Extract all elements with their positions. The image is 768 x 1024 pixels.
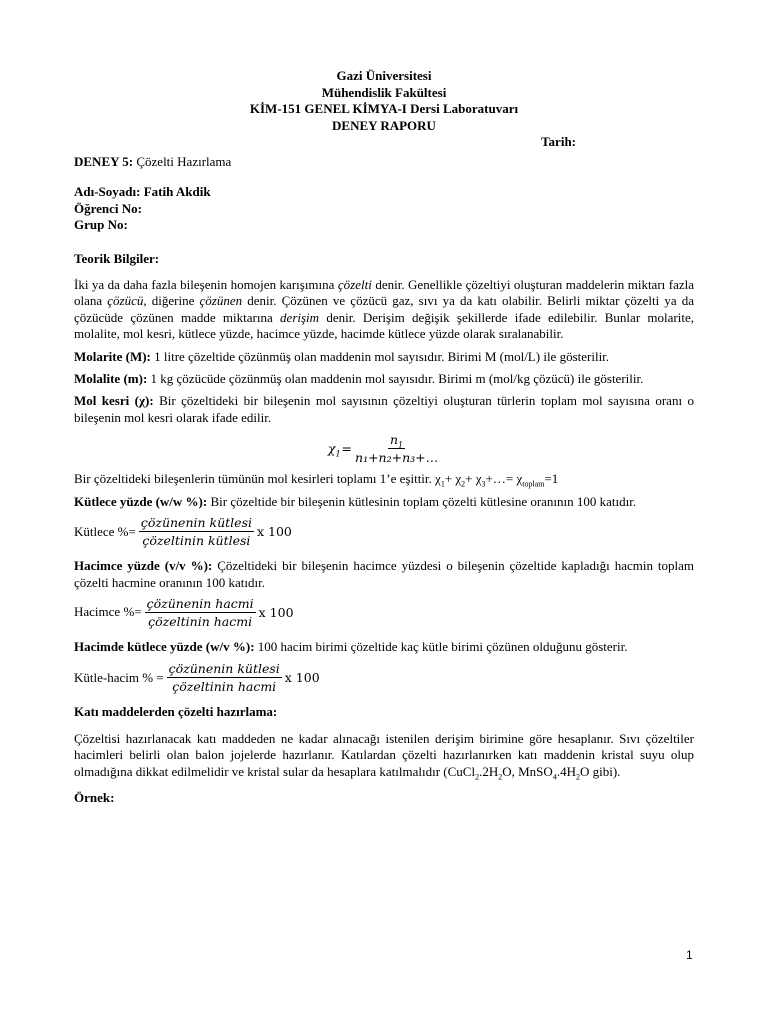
mole-fraction-sum — [74, 471, 694, 487]
page-number: 1 — [686, 948, 693, 962]
chi-symbol: χ — [327, 441, 336, 457]
text-span: denir. Çözünen ve çözücü gaz, sıvı ya da katı olabilir. Belirli miktar çözelti ya da çözücüde çözünen madde miktarına — [74, 293, 695, 325]
formula-lhs — [327, 441, 341, 459]
molarity-paragraph — [74, 349, 694, 365]
solid-paragraph — [74, 731, 694, 780]
fraction-numerator: çözünenin hacmi — [146, 595, 254, 611]
theory-paragraph — [74, 277, 694, 343]
fraction-denominator: çözeltinin hacmi — [148, 613, 253, 629]
text-span: denir. Genellikle çözeltiyi oluşturan maddelerin miktarı fazla olana — [74, 277, 694, 309]
formula-multiplier: x 100 — [284, 670, 320, 686]
text-span: Bir çözeltideki bileşenlerin tümünün mol kesirleri toplamı 1’e eşittir. χ — [74, 471, 441, 487]
text-span: + χ — [465, 471, 482, 487]
subscript: 1 — [440, 479, 445, 489]
subscript: 2 — [498, 772, 503, 782]
term-cozelti: çözelti — [337, 277, 372, 293]
student-number-label: Öğrenci No: — [74, 200, 142, 216]
text-span: Çözeltisi hazırlanacak katı maddeden ne kadar alınacağı istenilen derişim birimine göre hesaplanır. Sıvı çözeltiler hacimleri belirli olan balon jojelerde hazırlanır. Katılardan çözelti hazırlanırken katı maddenin kristal suyu olup olmadığına dikkat edilmelidir ve kristal sular da hesaplara katılmalıdır (CuCl — [74, 730, 694, 779]
text-span: + χ — [444, 471, 462, 487]
term-derisim: derişim — [280, 309, 320, 325]
volume-percent-paragraph — [74, 558, 694, 591]
molarity-label: Molarite (M): — [74, 348, 151, 364]
text-span: .2H — [479, 763, 499, 779]
fraction-numerator: çözünenin kütlesi — [168, 661, 280, 677]
university-name: Gazi Üniversitesi — [336, 68, 432, 83]
numerator-subscript: 1 — [398, 440, 404, 450]
molarity-text: 1 litre çözeltide çözünmüş olan maddenin mol sayısıdır. Birimi M (mol/L) ile gösterilir. — [150, 348, 610, 364]
formula-fraction — [139, 515, 254, 548]
numerator-symbol: n — [389, 432, 399, 448]
student-name: Adı-Soyadı: Fatih Akdik — [74, 184, 211, 200]
mass-volume-percent-paragraph — [74, 639, 694, 655]
mass-percent-paragraph — [74, 494, 694, 510]
molality-text: 1 kg çözücüde çözünmüş olan maddenin mol sayısıdır. Birimi m (mol/kg çözücü) ile gösterilir. — [147, 371, 644, 387]
experiment-title: Çözelti Hazırlama — [133, 154, 232, 169]
molality-paragraph — [74, 371, 694, 387]
formula-label: Hacimce %= — [74, 604, 142, 620]
mass-volume-percent-label: Hacimde kütlece yüzde (w/v %): — [74, 638, 255, 654]
text-span: .4H — [556, 763, 576, 779]
text-span: O gibi). — [579, 763, 621, 779]
subscript: toplam — [522, 479, 545, 489]
report-title: DENEY RAPORU — [332, 117, 436, 133]
formula-fraction — [167, 661, 282, 694]
chi-subscript: 1 — [335, 449, 341, 459]
volume-percent-label: Hacimce yüzde (v/v %): — [74, 558, 213, 574]
fraction-denominator: çözeltinin kütlesi — [142, 533, 251, 549]
subscript: 2 — [475, 772, 480, 782]
formula-label: Kütlece %= — [74, 523, 136, 539]
mass-volume-percent-formula — [74, 661, 694, 694]
mass-percent-text: Bir çözeltide bir bileşenin kütlesinin toplam çözelti kütlesine oranının 100 katıdır. — [207, 493, 637, 509]
subscript: 2 — [575, 772, 580, 782]
formula-fraction — [145, 596, 256, 629]
mass-percent-label: Kütlece yüzde (w/w %): — [74, 493, 208, 509]
formula-multiplier: x 100 — [258, 604, 294, 620]
course-title: KİM-151 GENEL KİMYA-I Dersi Laboratuvarı — [249, 101, 519, 116]
text-span: +…= χ — [485, 471, 523, 487]
date-line — [74, 134, 694, 150]
term-cozunen: çözünen — [199, 293, 243, 309]
formula-label: Kütle-hacim % = — [74, 669, 164, 685]
mole-fraction-fraction — [353, 432, 440, 465]
experiment-line — [74, 154, 694, 170]
document-header — [74, 68, 694, 134]
equals-sign: = — [341, 441, 353, 457]
experiment-label: DENEY 5: — [74, 154, 134, 169]
mass-volume-percent-text: 100 hacim birimi çözeltide kaç kütle birimi çözünen olduğunu gösterir. — [254, 638, 628, 654]
mole-fraction-paragraph — [74, 393, 694, 426]
molality-label: Molalite (m): — [74, 371, 148, 387]
fraction-numerator: çözünenin kütlesi — [140, 515, 252, 531]
text-span: , diğerine — [143, 293, 200, 309]
subscript: 3 — [481, 479, 486, 489]
mole-fraction-text: Bir çözeltideki bir bileşenin mol sayısının çözeltiyi oluşturan türlerin toplam mol sayısına oranı o bileşenin mol kesri olarak ifade edilir. — [74, 393, 694, 425]
example-label: Örnek: — [74, 789, 115, 805]
fraction-denominator: n₁+n₂+n₃+… — [355, 450, 439, 466]
date-label: Tarih: — [541, 134, 576, 149]
text-span: O, MnSO — [502, 763, 553, 779]
mole-fraction-label: Mol kesri (χ): — [74, 393, 154, 409]
fraction-denominator: çözeltinin hacmi — [172, 679, 277, 695]
theory-heading: Teorik Bilgiler: — [74, 250, 160, 266]
group-number-label: Grup No: — [74, 217, 128, 233]
volume-percent-text: Çözeltideki bir bileşenin hacimce yüzdesi o bileşenin çözeltide kapladığı hacmin toplam çözelti hacmine oranının 100 katıdır. — [74, 558, 694, 590]
mole-fraction-formula — [74, 432, 694, 465]
text-span: =1 — [544, 471, 559, 487]
fraction-numerator — [388, 432, 405, 449]
document-page — [74, 68, 694, 806]
subscript: 4 — [552, 772, 557, 782]
formula-multiplier: x 100 — [256, 524, 292, 540]
subscript: 2 — [461, 479, 466, 489]
mass-percent-formula — [74, 515, 694, 548]
text-span: denir. Derişim değişik şekillerde ifade edilebilir. Bunlar molarite, molalite, mol kesri, kütlece yüzde, hacimce yüzde, hacimde kütlece yüzde olarak sıralanabilir. — [74, 309, 695, 342]
student-info — [74, 184, 694, 233]
solid-heading: Katı maddelerden çözelti hazırlama: — [74, 704, 278, 720]
volume-percent-formula — [74, 596, 694, 629]
faculty-name: Mühendislik Fakültesi — [321, 84, 447, 100]
text-span: İki ya da daha fazla bileşenin homojen karışımına — [74, 277, 338, 293]
term-cozucu: çözücü — [107, 293, 144, 309]
